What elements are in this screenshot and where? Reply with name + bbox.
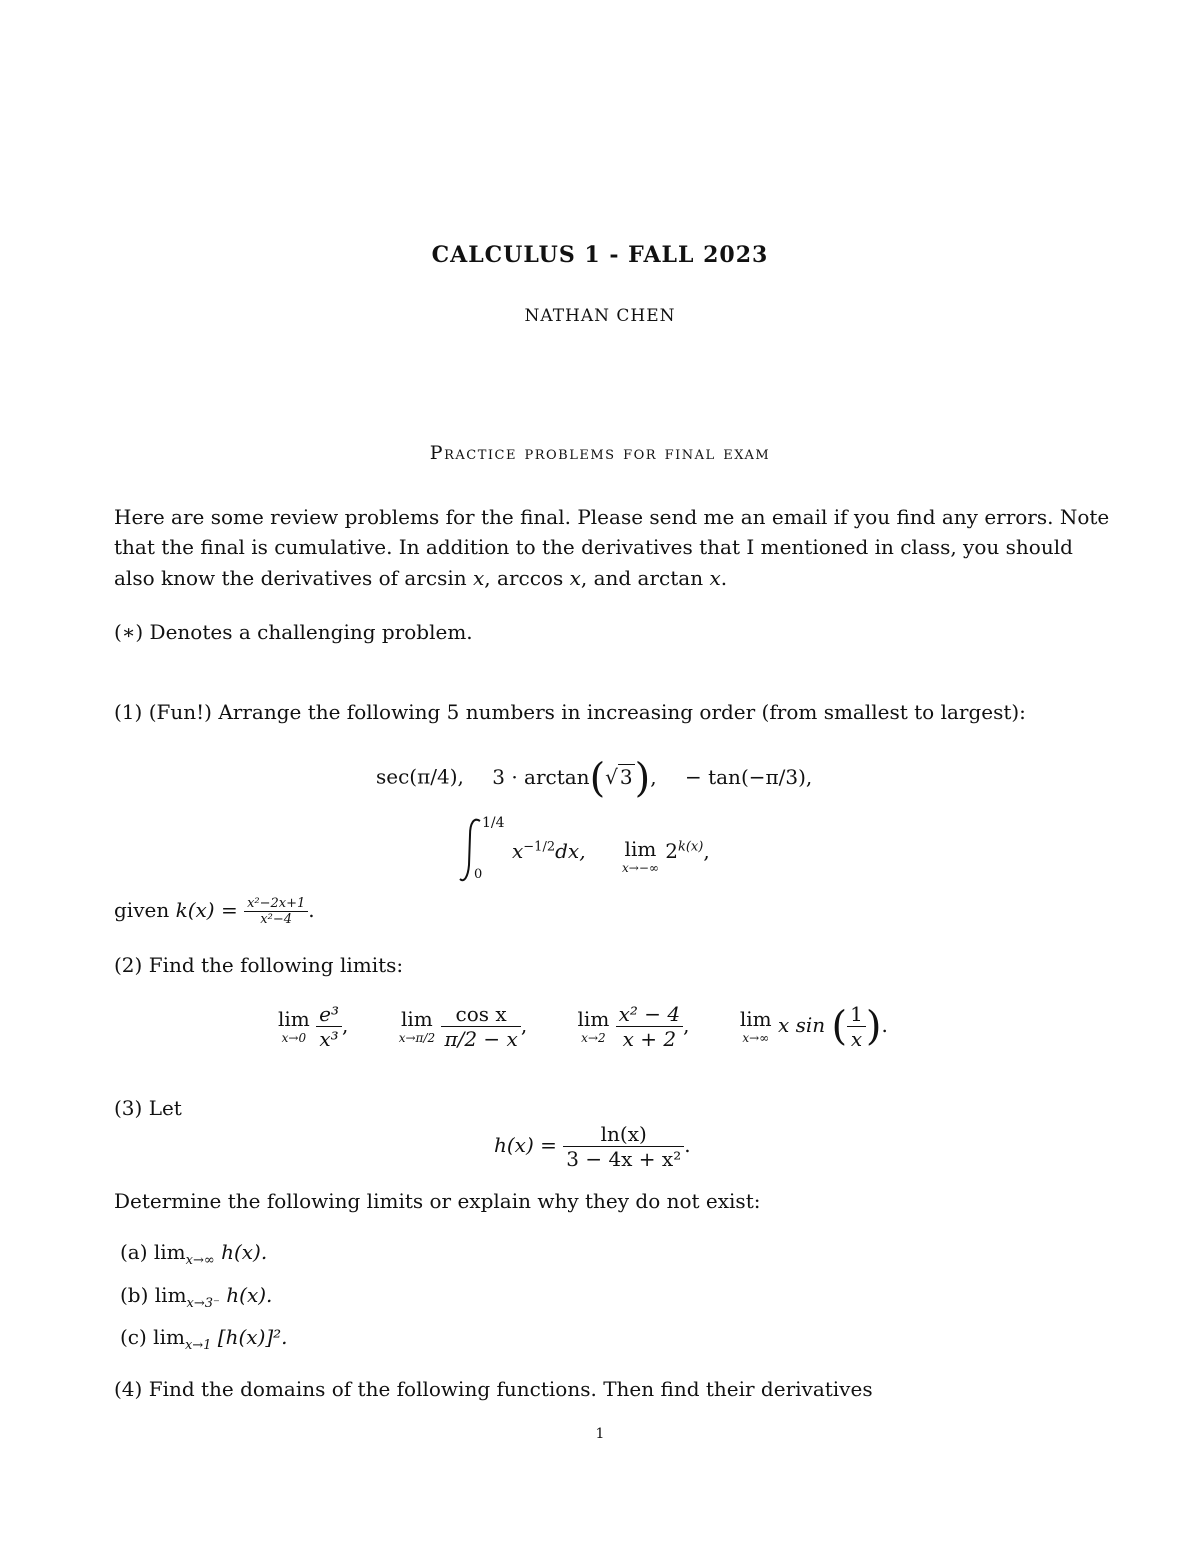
problem-4-text: (4) Find the domains of the following functions. Then find their derivatives xyxy=(114,1377,873,1401)
page-number: 1 xyxy=(595,1426,605,1442)
problem-3-text: (3) Let xyxy=(114,1096,182,1120)
h-definition: h(x) = $\frac{\ln(x)}{\text{3 − 4x + x²}}$ . xyxy=(494,1122,691,1171)
intro-line-2: that the final is cumulative. In addition to the derivatives that I mentioned in class, you should xyxy=(114,535,1073,559)
problem-1-text: (1) (Fun!) Arrange the following 5 numbers in increasing order (from smallest to largest): xyxy=(114,700,1026,724)
limit-1: lim x→0 $\frac{\text{e³}}{\text{x³}}$ , xyxy=(278,1002,349,1051)
limit-3: lim x→2 $\frac{\text{x² − 4}}{x + 2}$ , xyxy=(577,1002,690,1051)
challenge-note: (∗) Denotes a challenging problem. xyxy=(114,620,473,644)
given-k-definition: given k(x) = $\frac{\text{x²−2x+1}}{\text{x²−4}}$ . xyxy=(114,896,315,927)
problem-3-part-c: (c) $\lim_{x\to 1} [h(x)]^2$. xyxy=(120,1325,288,1353)
intro-line-3: also know the derivatives of arcsin x, arccos x, and arctan x. xyxy=(114,566,728,590)
author-name: NATHAN CHEN xyxy=(524,306,676,326)
intro-line-1: Here are some review problems for the final. Please send me an email if you find any errors. Note xyxy=(114,505,1110,529)
document-subtitle: Practice problems for final exam xyxy=(429,442,771,464)
limit-4: lim x→∞ x sin ( $\frac{1}{x}$ ). xyxy=(739,1002,888,1051)
arctan-expression: 3 · arctan(√ 3), xyxy=(492,755,657,801)
limit-2: lim x→π/2 $\frac{\text{cos x}}{\pi/2 - x}$ , xyxy=(398,1002,528,1051)
problem-3-part-b: (b) $\lim_{x\to 3^-} h(x)$. xyxy=(120,1283,273,1311)
sec-expression: sec(π/4), xyxy=(376,764,464,789)
problem-2-text: (2) Find the following limits: xyxy=(114,953,404,977)
integral-upper-limit: 1/4 xyxy=(482,815,505,831)
integrand: $x^{-1/2}dx$, xyxy=(512,839,586,863)
problem-1-expr-row-2 xyxy=(458,815,758,885)
problem-3-determine: Determine the following limits or explain why they do not exist: xyxy=(114,1189,761,1213)
problem-1-expr-row-1 xyxy=(376,755,812,801)
limit-expression: lim x→−∞ $2^{k(x)}$, xyxy=(622,837,710,875)
integral-lower-limit: 0 xyxy=(474,867,483,882)
problem-3-part-a: (a) $\lim_{x\to\infty} h(x)$. xyxy=(120,1240,268,1268)
problem-2-limits-row xyxy=(278,1002,888,1051)
document-title: CALCULUS 1 - FALL 2023 xyxy=(431,242,769,268)
tan-expression: − tan(−π/3), xyxy=(684,764,813,789)
